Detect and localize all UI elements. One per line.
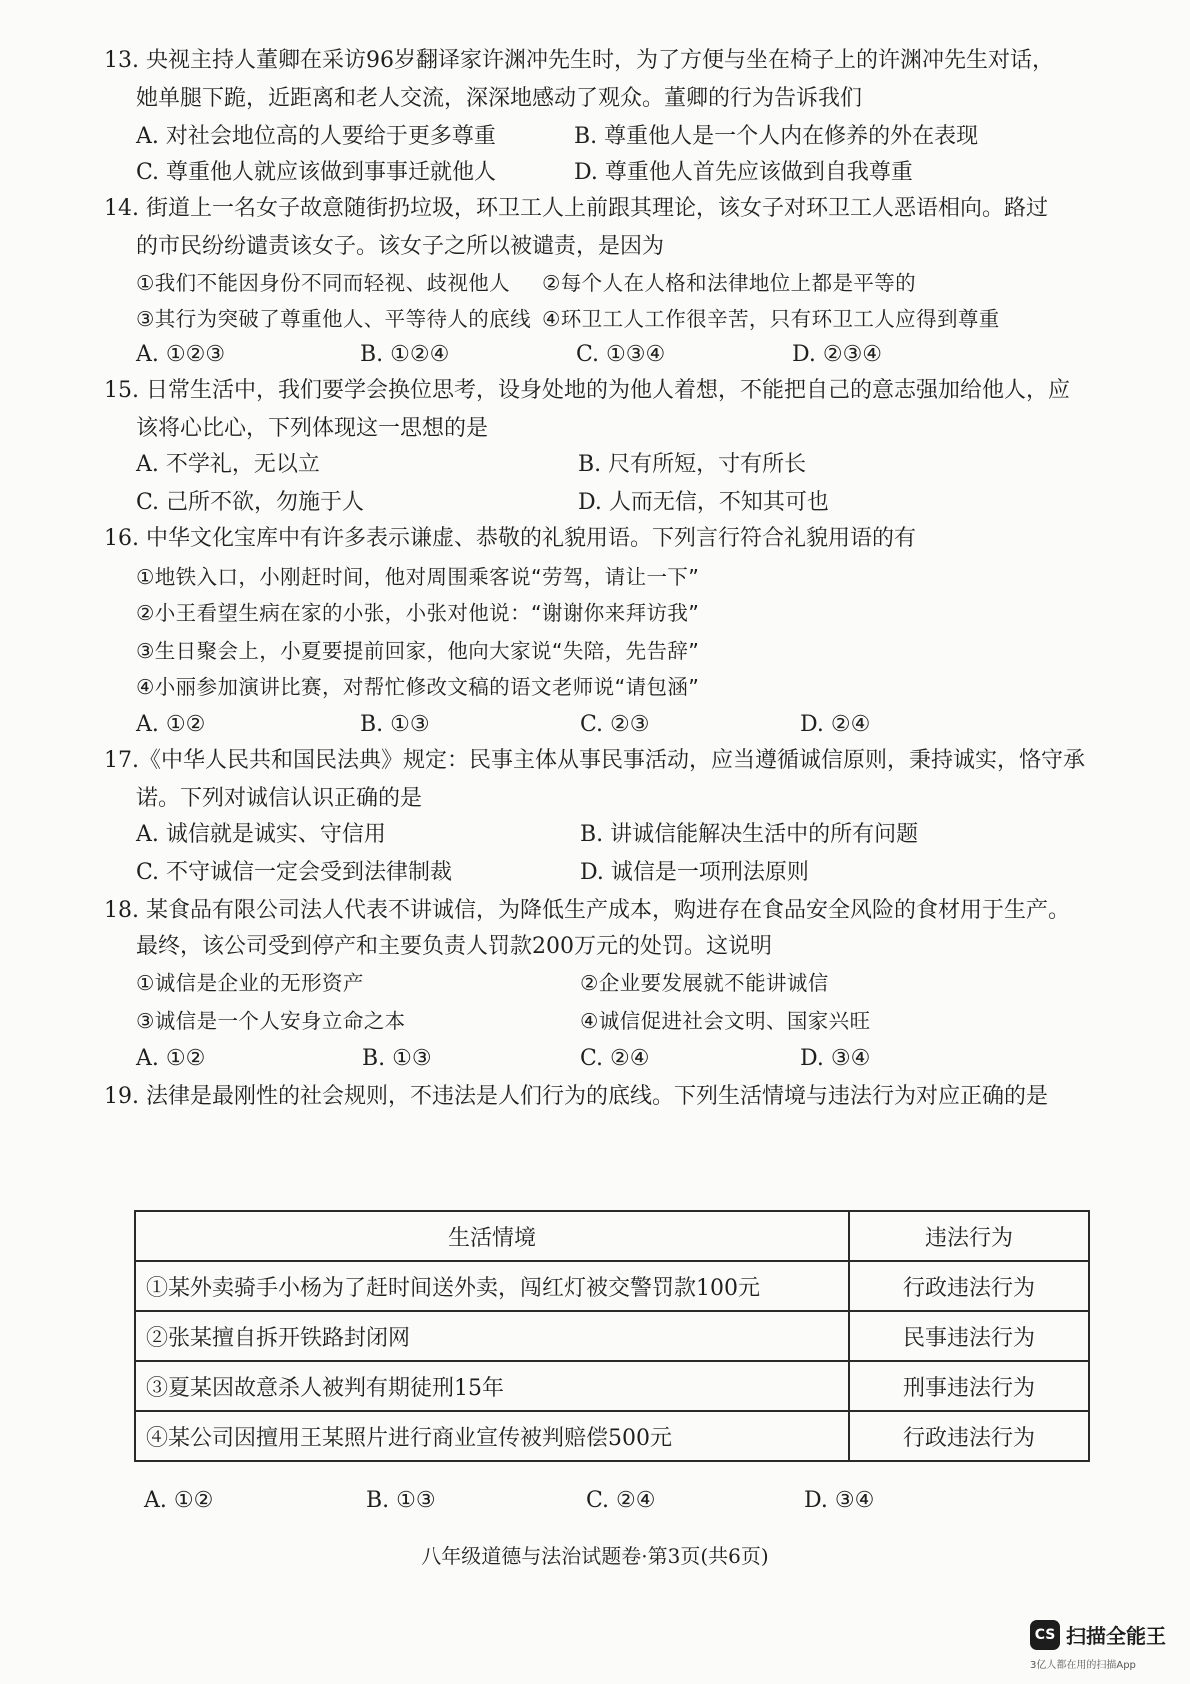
question-stem-line: 诺。下列对诚信认识正确的是 — [136, 786, 423, 811]
question-stem-line: 18. 某食品有限公司法人代表不讲诚信，为降低生产成本，购进存在食品安全风险的食材用于生产。 — [104, 898, 1070, 923]
statement-1: ①地铁入口，小刚赶时间，他对周围乘客说“劳驾，请让一下” — [136, 565, 700, 589]
statement-4: ④环卫工人工作很辛苦，只有环卫工人应得到尊重 — [542, 307, 1000, 331]
option-d: D. ②④ — [800, 712, 871, 737]
option-a: A. ①② — [136, 1046, 206, 1071]
question-stem-line: 该将心比心，下列体现这一思想的是 — [136, 416, 489, 441]
table-header: 违法行为 — [849, 1211, 1089, 1261]
statement-3: ③诚信是一个人安身立命之本 — [136, 1009, 406, 1033]
option-d: D. 尊重他人首先应该做到自我尊重 — [574, 160, 913, 185]
option-a: A. 诚信就是诚实、守信用 — [136, 822, 386, 847]
question-stem-line: 的市民纷纷谴责该女子。该女子之所以被谴责，是因为 — [136, 234, 665, 259]
option-b: B. ①③ — [362, 1046, 432, 1071]
question-stem-line: 16. 中华文化宝库中有许多表示谦虚、恭敬的礼貌用语。下列言行符合礼貌用语的有 — [104, 526, 916, 551]
statement-4: ④小丽参加演讲比赛，对帮忙修改文稿的语文老师说“请包涵” — [136, 675, 700, 699]
question-stem-line: 17.《中华人民共和国民法典》规定：民事主体从事民事活动，应当遵循诚信原则，秉持诚实，恪守承 — [104, 748, 1085, 773]
table-header: 生活情境 — [135, 1211, 849, 1261]
option-c: C. ①③④ — [576, 342, 666, 367]
option-b: B. 尊重他人是一个人内在修养的外在表现 — [574, 124, 979, 149]
option-a: A. ①②③ — [136, 342, 226, 367]
table-cell: 刑事违法行为 — [849, 1361, 1089, 1411]
table-cell: ④某公司因擅用王某照片进行商业宣传被判赔偿500元 — [135, 1411, 849, 1461]
option-c: C. ②④ — [586, 1488, 656, 1513]
option-c: C. 己所不欲，勿施于人 — [136, 490, 365, 515]
scanner-tagline: 3亿人都在用的扫描App — [1030, 1660, 1136, 1671]
statement-1: ①诚信是企业的无形资产 — [136, 971, 364, 995]
question-stem-line: 最终，该公司受到停产和主要负责人罚款200万元的处罚。这说明 — [136, 934, 772, 959]
option-b: B. ①②④ — [360, 342, 450, 367]
table-cell: ②张某擅自拆开铁路封闭网 — [135, 1311, 849, 1361]
situation-table — [134, 1210, 1090, 1462]
question-stem-line: 14. 街道上一名女子故意随街扔垃圾，环卫工人上前跟其理论，该女子对环卫工人恶语相向。路过 — [104, 196, 1048, 221]
option-b: B. ①③ — [366, 1488, 436, 1513]
question-stem-line: 13. 央视主持人董卿在采访96岁翻译家许渊冲先生时，为了方便与坐在椅子上的许渊冲先生对话， — [104, 48, 1054, 73]
question-stem-line: 15. 日常生活中，我们要学会换位思考，设身处地的为他人着想，不能把自己的意志强加给他人，应 — [104, 378, 1070, 403]
option-b: B. 讲诚信能解决生活中的所有问题 — [580, 822, 919, 847]
option-c: C. 尊重他人就应该做到事事迁就他人 — [136, 160, 497, 185]
scanner-app-name: 扫描全能王 — [1066, 1624, 1166, 1648]
option-a: A. 不学礼，无以立 — [136, 452, 320, 477]
table-cell: ③夏某因故意杀人被判有期徒刑15年 — [135, 1361, 849, 1411]
option-c: C. ②③ — [580, 712, 650, 737]
table-row — [135, 1311, 1089, 1361]
option-d: D. ③④ — [800, 1046, 871, 1071]
option-d: D. ②③④ — [792, 342, 883, 367]
scanner-watermark — [1030, 1618, 1180, 1674]
question-stem-line: 19. 法律是最刚性的社会规则，不违法是人们行为的底线。下列生活情境与违法行为对应正确的是 — [104, 1084, 1048, 1109]
statement-3: ③生日聚会上，小夏要提前回家，他向大家说“失陪，先告辞” — [136, 639, 700, 663]
table-cell: 行政违法行为 — [849, 1261, 1089, 1311]
option-d: D. 诚信是一项刑法原则 — [580, 860, 809, 885]
table-cell: 行政违法行为 — [849, 1411, 1089, 1461]
statement-1: ①我们不能因身份不同而轻视、歧视他人 — [136, 271, 511, 295]
statement-2: ②每个人在人格和法律地位上都是平等的 — [542, 271, 917, 295]
question-stem-line: 她单腿下跪，近距离和老人交流，深深地感动了观众。董卿的行为告诉我们 — [136, 86, 863, 111]
option-a: A. 对社会地位高的人要给于更多尊重 — [136, 124, 496, 149]
page-footer: 八年级道德与法治试题卷·第3页(共6页) — [421, 1544, 769, 1568]
option-d: D. ③④ — [804, 1488, 875, 1513]
option-c: C. ②④ — [580, 1046, 650, 1071]
table-row — [135, 1411, 1089, 1461]
statement-2: ②小王看望生病在家的小张，小张对他说：“谢谢你来拜访我” — [136, 601, 700, 625]
option-c: C. 不守诚信一定会受到法律制裁 — [136, 860, 453, 885]
scanner-logo-icon: CS — [1030, 1620, 1060, 1650]
statement-3: ③其行为突破了尊重他人、平等待人的底线 — [136, 307, 531, 331]
option-a: A. ①② — [144, 1488, 214, 1513]
option-d: D. 人而无信，不知其可也 — [578, 490, 829, 515]
table-row — [135, 1261, 1089, 1311]
table-cell: ①某外卖骑手小杨为了赶时间送外卖，闯红灯被交警罚款100元 — [135, 1261, 849, 1311]
option-a: A. ①② — [136, 712, 206, 737]
option-b: B. ①③ — [360, 712, 430, 737]
table-row — [135, 1361, 1089, 1411]
table-cell: 民事违法行为 — [849, 1311, 1089, 1361]
statement-4: ④诚信促进社会文明、国家兴旺 — [580, 1009, 871, 1033]
table-header-row — [135, 1211, 1089, 1261]
option-b: B. 尺有所短，寸有所长 — [578, 452, 807, 477]
statement-2: ②企业要发展就不能讲诚信 — [580, 971, 829, 995]
